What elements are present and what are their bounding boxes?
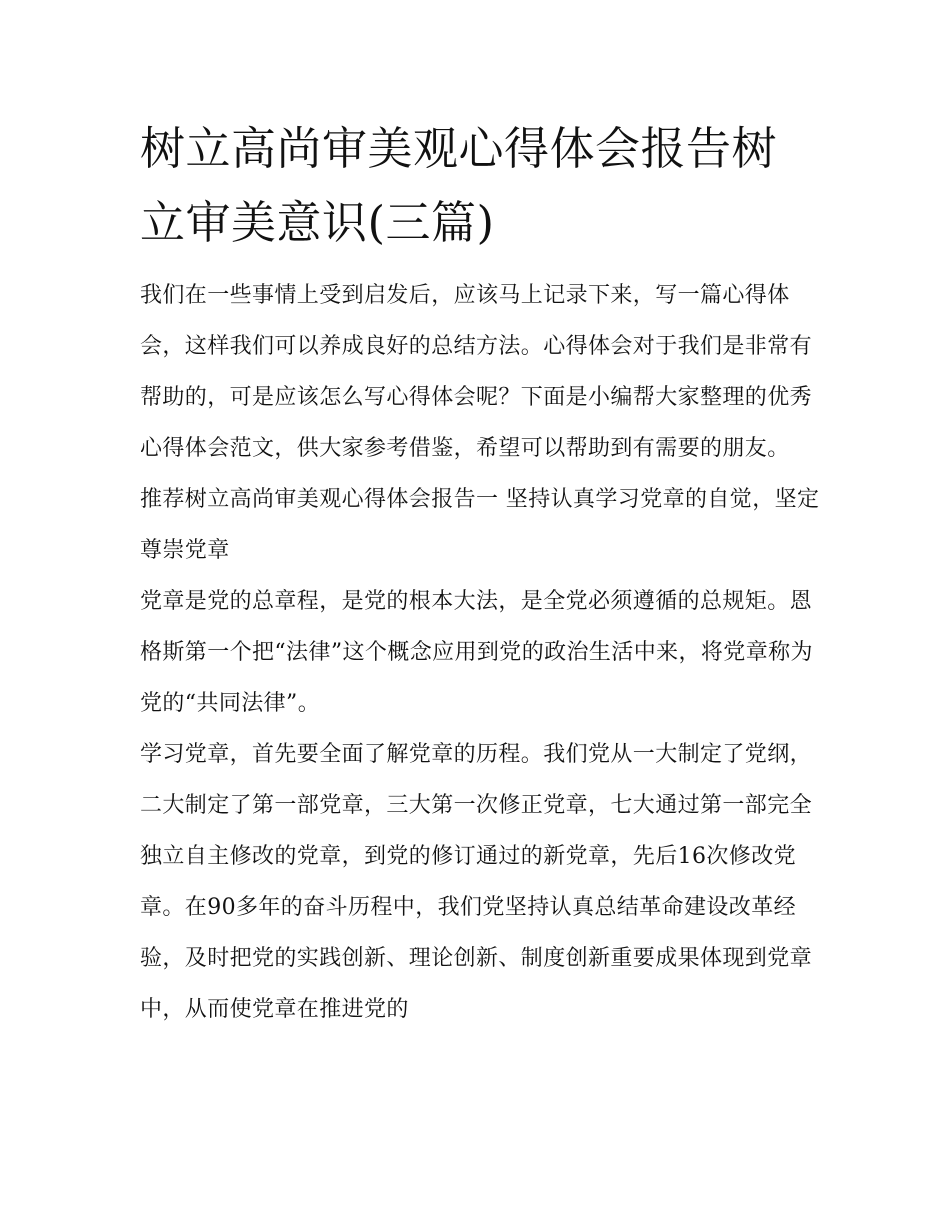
document-body <box>140 112 820 1035</box>
paragraph-study-history: 学习党章，首先要全面了解党章的历程。我们党从一大制定了党纲，二大制定了第一部党章，三大第一次修正党章，七大通过第一部完全独立自主修改的党章，到党的修订通过的新党章，先后16次修改党章。在90多年的奋斗历程中，我们党坚持认真总结革命建设改革经验，及时把党的实践创新、理论创新、制度创新重要成果体现到党章中，从而使党章在推进党的 <box>140 742 813 1022</box>
paragraph-party-constitution: 党章是党的总章程，是党的根本大法，是全党必须遵循的总规矩。恩格斯第一个把“法律”这个概念应用到党的政治生活中来，将党章称为党的“共同法律”。 <box>140 589 813 716</box>
paragraph-section-heading: 推荐树立高尚审美观心得体会报告一 坚持认真学习党章的自觉，坚定尊崇党章 <box>140 487 820 563</box>
paragraph-intro: 我们在一些事情上受到启发后，应该马上记录下来，写一篇心得体会，这样我们可以养成良好的总结方法。心得体会对于我们是非常有帮助的，可是应该怎么写心得体会呢？下面是小编帮大家整理的优秀心得体会范文，供大家参考借鉴，希望可以帮助到有需要的朋友。 <box>140 283 813 461</box>
document-title: 树立高尚审美观心得体会报告树立审美意识(三篇) <box>140 122 778 249</box>
